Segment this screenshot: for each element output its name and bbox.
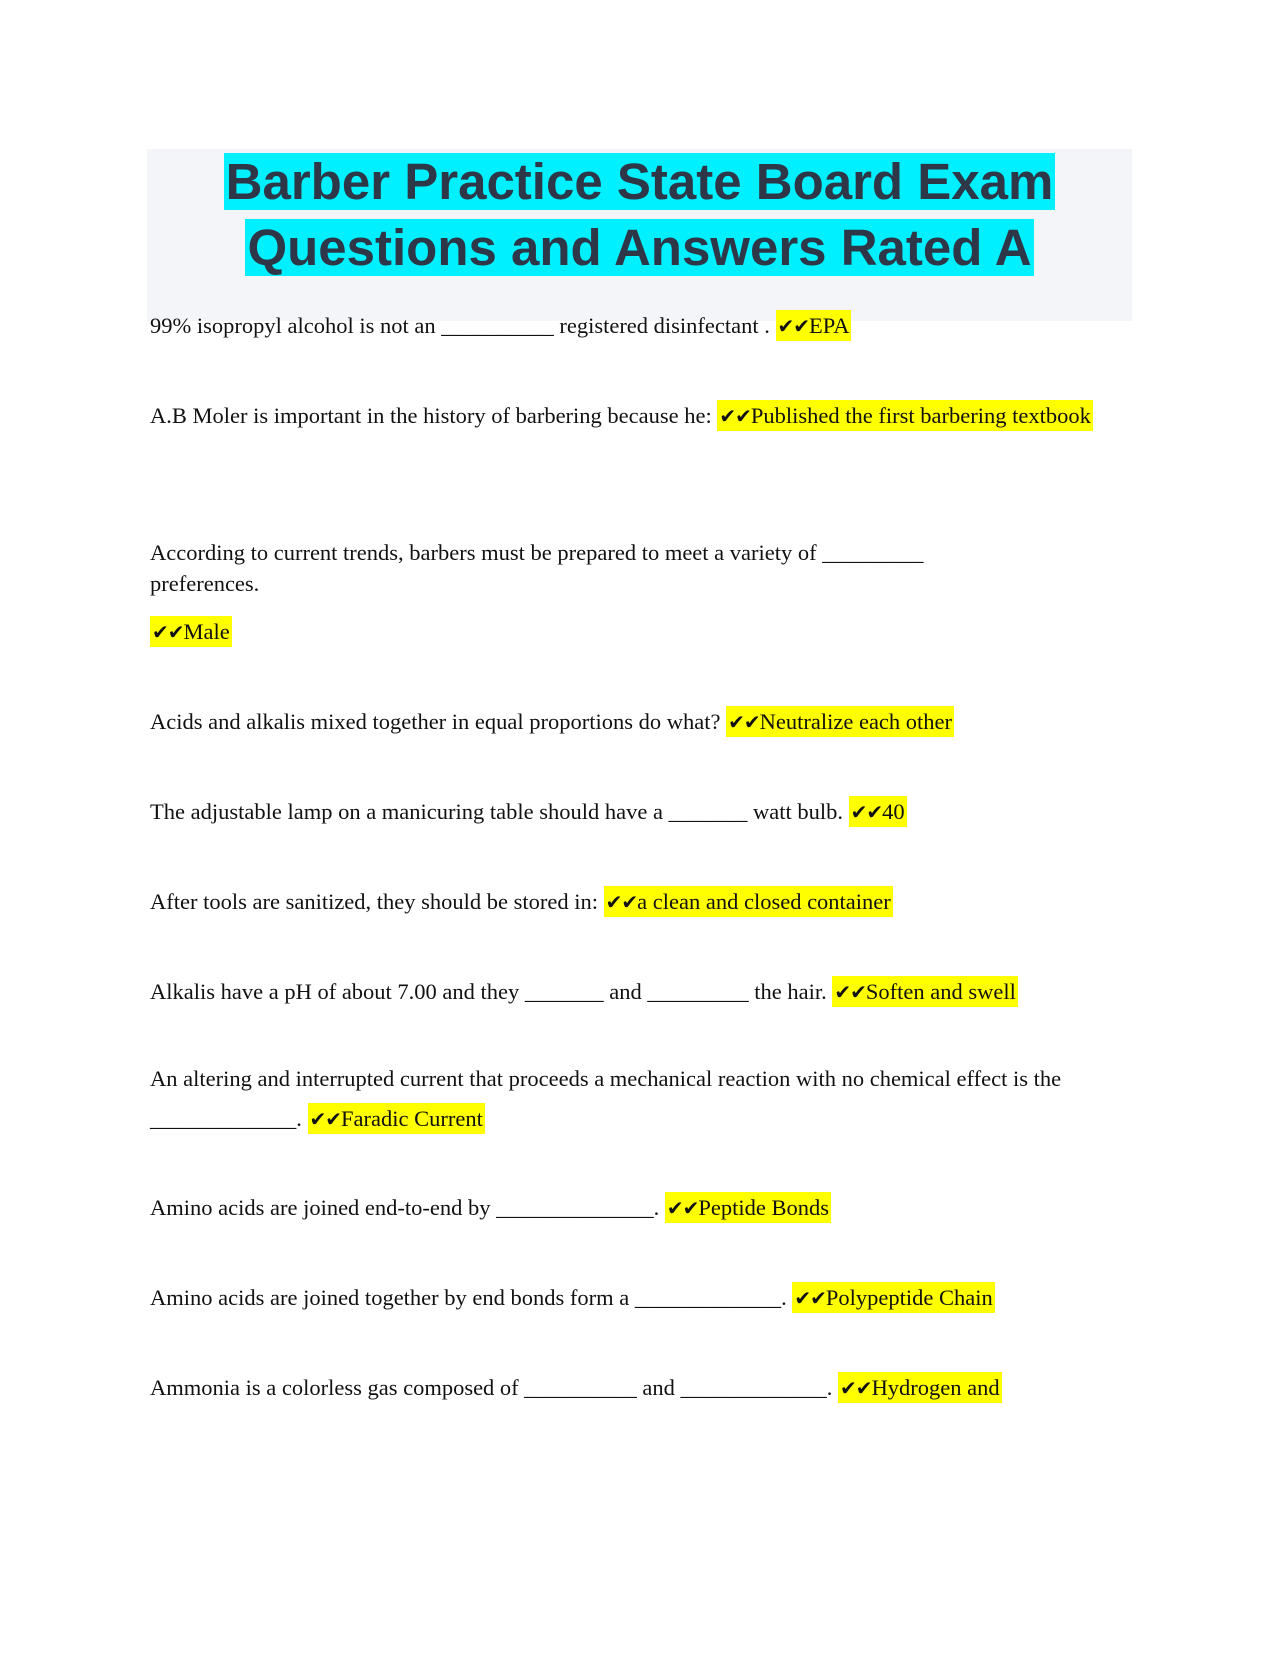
question-text: Ammonia is a colorless gas composed of __________ and _____________. <box>150 1375 839 1400</box>
qa-item <box>150 1372 1140 1404</box>
check-icon: ✔✔ <box>152 620 184 644</box>
qa-item <box>150 393 1140 439</box>
answer-highlight <box>792 1282 994 1313</box>
check-icon: ✔✔ <box>309 1107 342 1131</box>
check-icon: ✔✔ <box>728 710 760 734</box>
answer-text: 40 <box>882 799 905 824</box>
question-text: An altering and interrupted current that proceeds a mechanical reaction with no chemical effect is the _____________. <box>150 1066 1062 1131</box>
question-text: A.B Moler is important in the history of barbering because he: <box>150 403 718 428</box>
qa-item <box>150 976 1140 1008</box>
qa-item <box>150 1059 1140 1139</box>
question-text: The adjustable lamp on a manicuring table should have a _______ watt bulb. <box>150 799 849 824</box>
answer-text: Faradic Current <box>341 1106 483 1131</box>
answer-highlight <box>726 706 954 737</box>
question-text: Alkalis have a pH of about 7.00 and they _______ and _________ the hair. <box>150 979 833 1004</box>
qa-item <box>150 310 1140 342</box>
question-text: After tools are sanitized, they should be stored in: <box>150 889 604 914</box>
question-text: 99% isopropyl alcohol is not an __________ registered disinfectant . <box>150 313 776 338</box>
qa-item <box>150 537 1030 599</box>
qa-item <box>150 1192 1140 1224</box>
answer-text: Polypeptide Chain <box>825 1285 993 1310</box>
qa-item <box>150 886 1140 918</box>
answer-highlight <box>150 616 232 647</box>
answer-text: Published the first barbering textbook <box>750 403 1091 428</box>
answer-highlight <box>838 1372 1002 1403</box>
answer-highlight <box>717 400 1092 431</box>
check-icon: ✔✔ <box>605 890 638 914</box>
answer-highlight <box>849 796 907 827</box>
check-icon: ✔✔ <box>794 1286 826 1310</box>
check-icon: ✔✔ <box>850 800 883 824</box>
answer-highlight <box>604 886 893 917</box>
check-icon: ✔✔ <box>719 404 751 428</box>
answer-text: Hydrogen and <box>871 1375 1000 1400</box>
check-icon: ✔✔ <box>834 980 866 1004</box>
question-text: Acids and alkalis mixed together in equal proportions do what? <box>150 709 727 734</box>
qa-item <box>150 796 1140 828</box>
qa-answer-line <box>150 616 1140 648</box>
answer-text: a clean and closed container <box>637 889 891 914</box>
answer-text: Male <box>183 619 230 644</box>
check-icon: ✔✔ <box>840 1376 872 1400</box>
qa-item <box>150 1282 1140 1314</box>
answer-text: Neutralize each other <box>759 709 953 734</box>
answer-text: EPA <box>809 313 850 338</box>
title-line-2: Questions and Answers Rated A <box>247 219 1032 276</box>
document-title <box>147 149 1132 281</box>
check-icon: ✔✔ <box>666 1196 699 1220</box>
check-icon: ✔✔ <box>777 314 810 338</box>
answer-highlight <box>308 1103 485 1134</box>
answer-text: Soften and swell <box>865 979 1016 1004</box>
answer-text: Peptide Bonds <box>698 1195 830 1220</box>
question-text: According to current trends, barbers must be prepared to meet a variety of _________ preferences. <box>150 540 924 596</box>
answer-highlight <box>776 310 852 341</box>
answer-highlight <box>832 976 1018 1007</box>
qa-item <box>150 706 1140 738</box>
question-text: Amino acids are joined together by end bonds form a _____________. <box>150 1285 793 1310</box>
question-text: Amino acids are joined end-to-end by ______________. <box>150 1195 665 1220</box>
title-line-1: Barber Practice State Board Exam <box>225 153 1054 210</box>
answer-highlight <box>665 1192 831 1223</box>
